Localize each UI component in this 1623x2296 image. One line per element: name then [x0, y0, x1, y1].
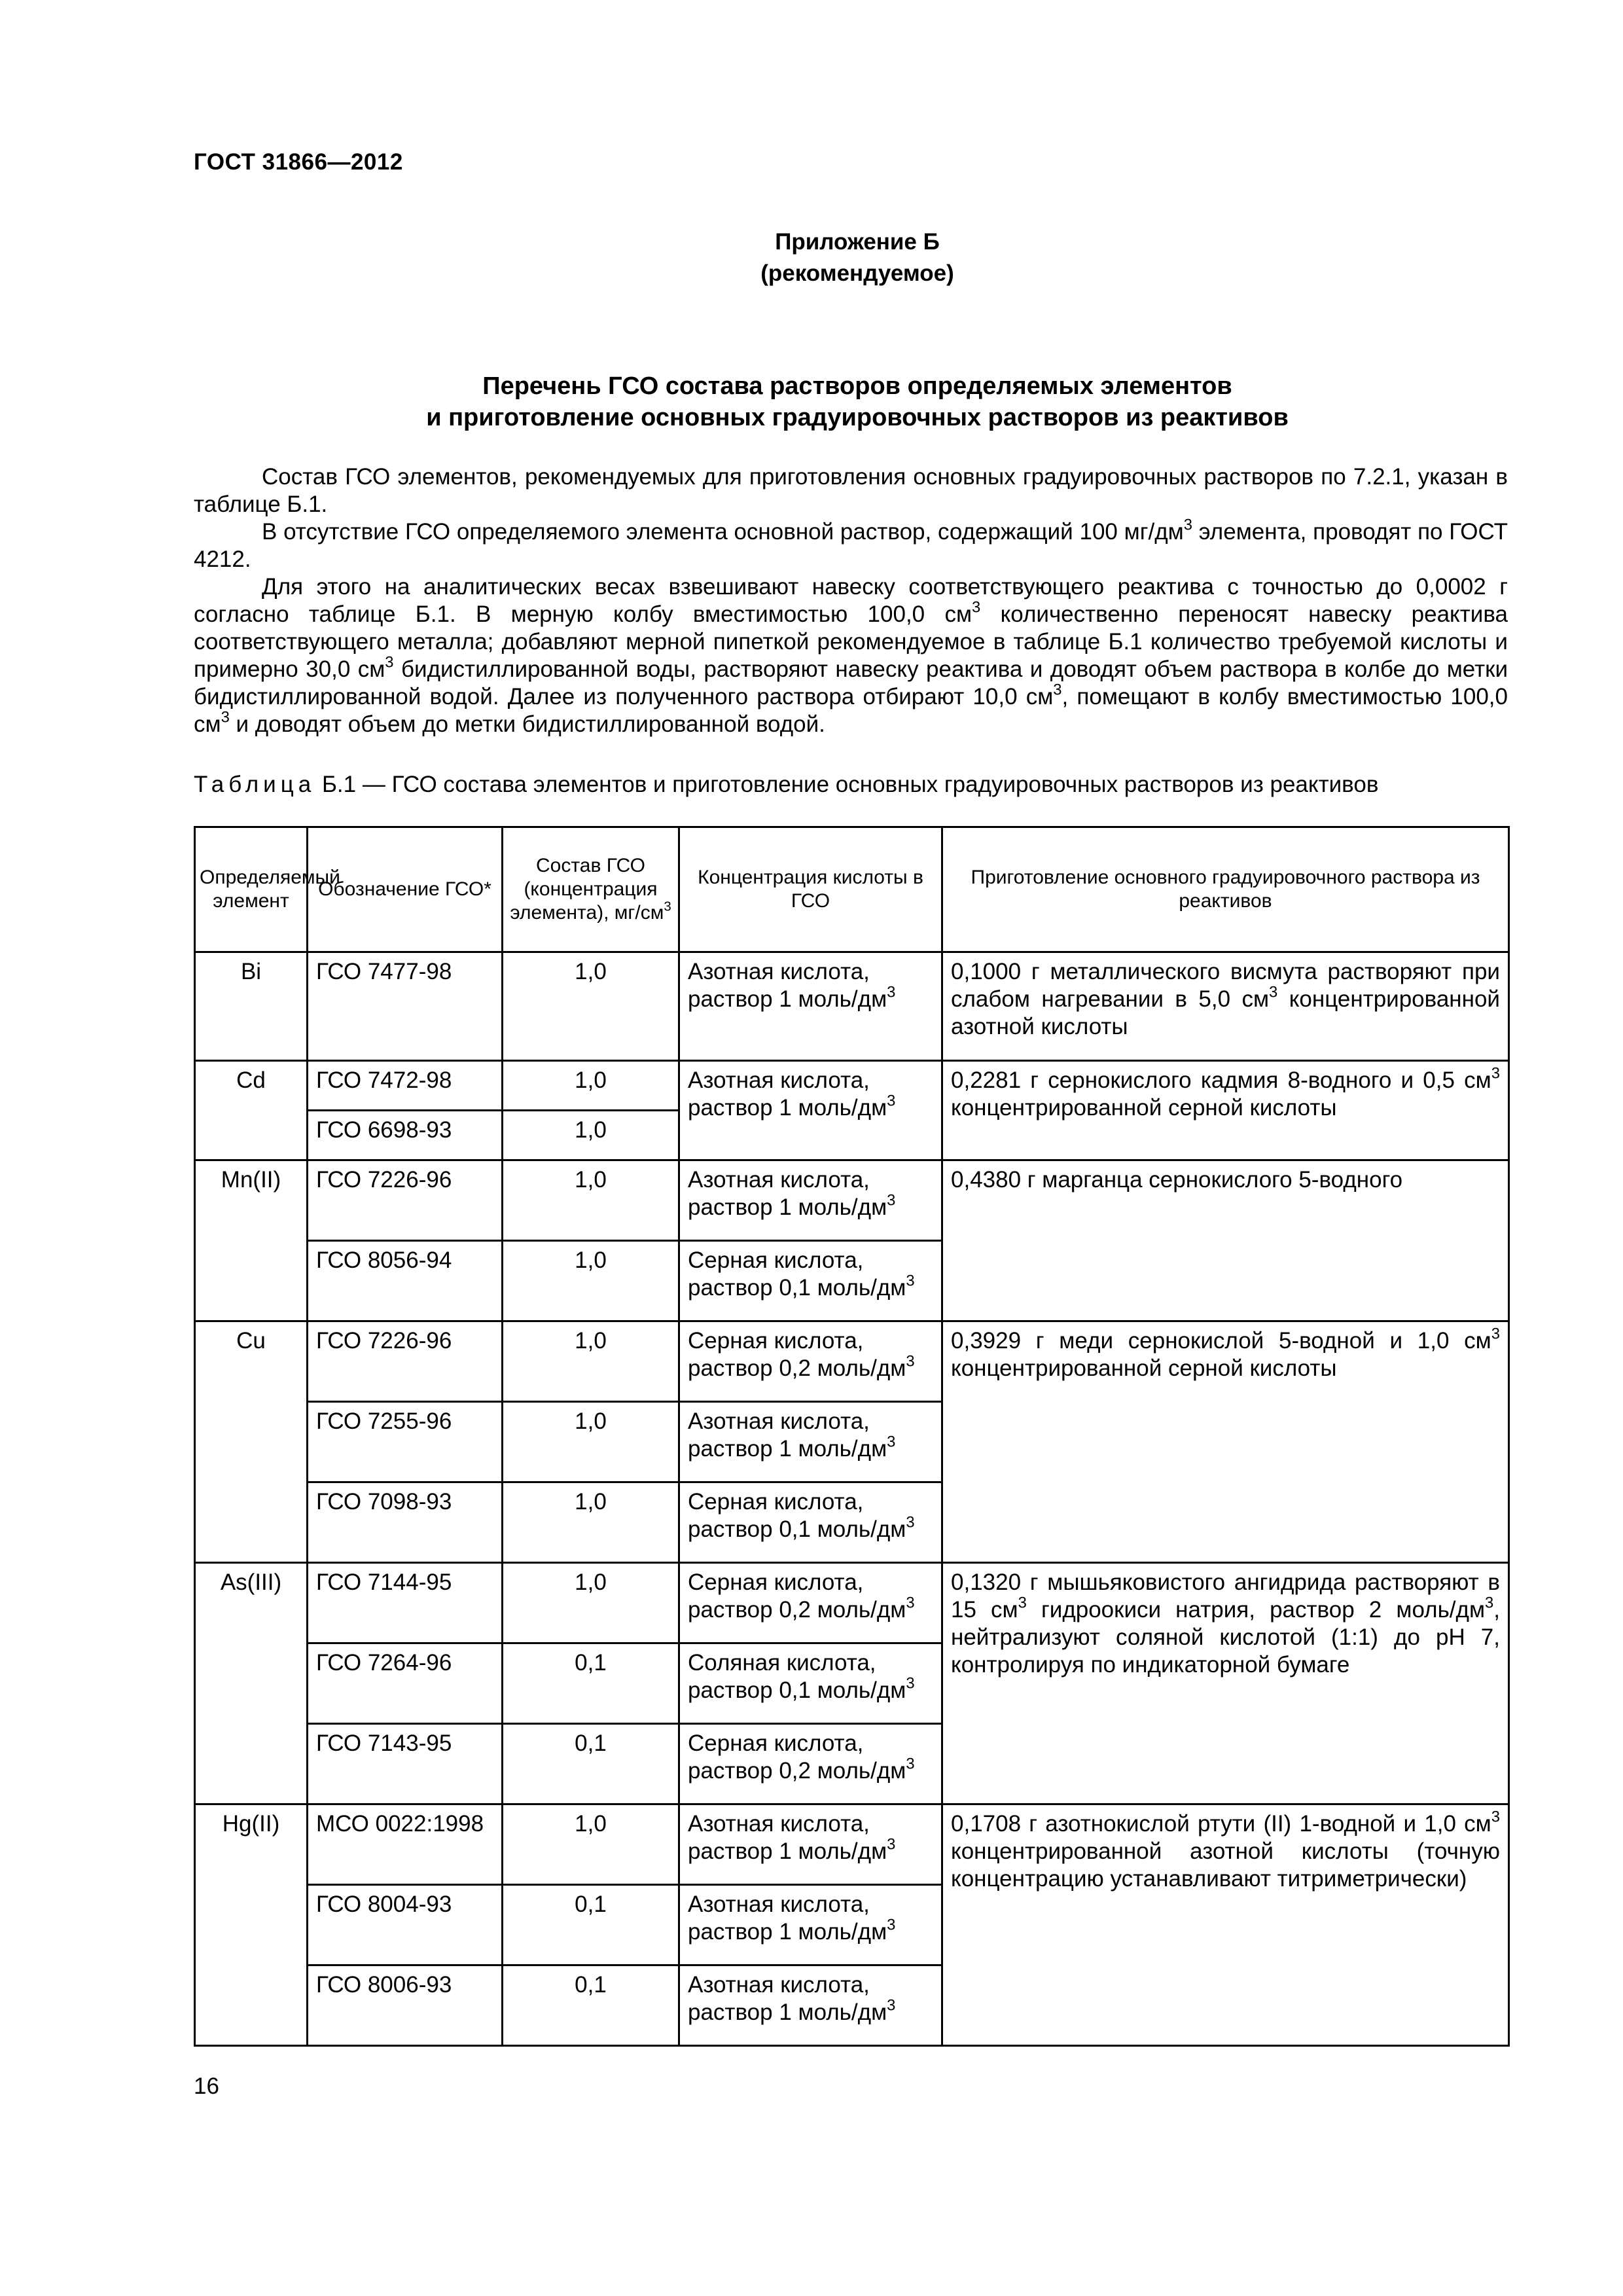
text-run: концентрированной серной кислоты	[951, 1355, 1337, 1381]
text-run: Серная кислота, раствор 0,1 моль/дм	[688, 1247, 906, 1300]
section-title-line-1: Перечень ГСО состава растворов определяемых элементов	[482, 372, 1232, 400]
gso-cell: ГСО 6698-93	[308, 1111, 503, 1160]
text-run: 0,2281 г сернокислого кадмия 8-водного и 0,5 см	[951, 1067, 1491, 1093]
text-run: 0,1320 г мышьяковистого ангидрида растворяют в 15 см	[951, 1570, 1500, 1623]
table-row	[195, 952, 1509, 1061]
text-run: 0,3929 г меди сернокислой 5-водной и 1,0 см	[951, 1328, 1491, 1354]
header-acid: Концентрация кислоты в ГСО	[679, 827, 942, 952]
acid-cell	[679, 1563, 942, 1643]
table-caption	[194, 771, 1378, 798]
text-run: Серная кислота, раствор 0,2 моль/дм	[688, 1328, 906, 1381]
element-cell: Bi	[195, 952, 308, 1061]
text-run: Серная кислота, раствор 0,1 моль/дм	[688, 1489, 906, 1542]
page-number: 16	[194, 2073, 219, 2099]
acid-cell	[679, 1482, 942, 1563]
superscript: 3	[906, 1594, 915, 1612]
acid-cell	[679, 1804, 942, 1885]
table-row	[195, 1804, 1509, 1885]
superscript: 3	[887, 983, 896, 1001]
acid-cell	[679, 1885, 942, 1965]
text-run: концентрированной серной кислоты	[951, 1095, 1337, 1121]
text-run: Азотная кислота, раствор 1 моль/дм	[688, 1167, 887, 1220]
intro-paragraph-2	[194, 518, 1508, 573]
text-run: Азотная кислота, раствор 1 моль/дм	[688, 1067, 887, 1121]
header-composition	[503, 827, 679, 952]
superscript: 3	[1491, 1808, 1500, 1826]
acid-cell	[679, 1724, 942, 1804]
gso-cell: ГСО 7144-95	[308, 1563, 503, 1643]
appendix-title: Приложение Б	[775, 229, 940, 255]
text-run: количественно переносят навеску реактива соответствующего металла; добавляют мерной пипеткой рекомендуемое в таблице Б.1 количество требуемой кислоты и примерно 30,0 см	[194, 601, 1508, 682]
gso-cell: ГСО 7264-96	[308, 1643, 503, 1724]
text-run: гидроокиси натрия, раствор 2 моль/дм	[1026, 1597, 1486, 1623]
text-run: Азотная кислота, раствор 1 моль/дм	[688, 1408, 887, 1462]
conc-cell: 0,1	[503, 1724, 679, 1804]
prep-cell	[942, 1321, 1509, 1563]
gso-cell: ГСО 7472-98	[308, 1061, 503, 1111]
superscript: 3	[887, 1916, 896, 1934]
table-header-row	[195, 827, 1509, 952]
table-row	[195, 1061, 1509, 1111]
superscript: 3	[906, 1352, 915, 1371]
text-run: Состав ГСО (концентрация элемента), мг/см	[510, 855, 664, 924]
conc-cell: 0,1	[503, 1885, 679, 1965]
element-cell: Mn(II)	[195, 1160, 308, 1321]
conc-cell: 1,0	[503, 1563, 679, 1643]
superscript: 3	[1018, 1594, 1027, 1612]
prep-cell	[942, 1804, 1509, 2046]
table-row	[195, 1321, 1509, 1402]
gso-cell: ГСО 8006-93	[308, 1965, 503, 2046]
acid-cell	[679, 1402, 942, 1482]
acid-cell	[679, 952, 942, 1061]
superscript: 3	[906, 1674, 915, 1693]
gso-cell: ГСО 7477-98	[308, 952, 503, 1061]
table-row	[195, 1563, 1509, 1643]
prep-cell	[942, 952, 1509, 1061]
gso-cell: ГСО 8056-94	[308, 1241, 503, 1321]
intro-paragraph-3	[194, 573, 1508, 738]
table-caption-label: Таблица	[194, 772, 316, 797]
prep-cell	[942, 1563, 1509, 1804]
text-run: В отсутствие ГСО определяемого элемента основной раствор, содержащий 100 мг/дм	[262, 519, 1184, 545]
text-run: элемента, проводят по ГОСТ 4212.	[194, 519, 1508, 572]
conc-cell: 1,0	[503, 1804, 679, 1885]
superscript: 3	[906, 1272, 915, 1290]
superscript: 3	[664, 899, 671, 914]
header-gso: Обозначение ГСО*	[308, 827, 503, 952]
superscript: 3	[1491, 1325, 1500, 1343]
text-run: бидистиллированной воды, растворяют навеску реактива и доводят объем раствора в колбе до метки бидистиллированной водой. Далее из полученного раствора отбирают 10,0 см	[194, 656, 1508, 709]
text-run: , помещают в колбу вместимостью 100,0 см	[194, 684, 1508, 737]
gso-cell: ГСО 7226-96	[308, 1160, 503, 1241]
gso-table	[194, 826, 1510, 2047]
text-run: концентрированной азотной кислоты (точную концентрацию устанавливают титриметрически)	[951, 1839, 1500, 1892]
text-run: и доводят объем до метки бидистиллированной водой.	[229, 711, 825, 737]
superscript: 3	[972, 598, 981, 617]
conc-cell: 1,0	[503, 1061, 679, 1111]
conc-cell: 1,0	[503, 1482, 679, 1563]
text-run: Для этого на аналитических весах взвешивают навеску соответствующего реактива с точностью до 0,0002 г согласно таблице Б.1. В мерную колбу вместимостью 100,0 см	[194, 574, 1508, 627]
table-caption-text: Б.1 — ГСО состава элементов и приготовление основных градуировочных растворов из реактивов	[315, 772, 1379, 797]
text-run: , нейтрализуют соляной кислотой (1:1) до pH 7, контролируя по индикаторной бумаге	[951, 1597, 1500, 1677]
gso-cell: ГСО 7255-96	[308, 1402, 503, 1482]
document-code: ГОСТ 31866—2012	[194, 149, 403, 175]
acid-cell	[679, 1160, 942, 1241]
table-row	[195, 1160, 1509, 1241]
superscript: 3	[1491, 1064, 1500, 1083]
text-run: Серная кислота, раствор 0,2 моль/дм	[688, 1570, 906, 1623]
acid-cell	[679, 1965, 942, 2046]
text-run: Азотная кислота, раствор 1 моль/дм	[688, 1811, 887, 1864]
superscript: 3	[1269, 983, 1278, 1001]
intro-paragraph-1: Состав ГСО элементов, рекомендуемых для приготовления основных градуировочных растворов по 7.2.1, указан в таблице Б.1.	[194, 464, 1508, 517]
superscript: 3	[887, 1092, 896, 1110]
conc-cell: 1,0	[503, 1321, 679, 1402]
conc-cell: 1,0	[503, 1402, 679, 1482]
conc-cell: 1,0	[503, 1111, 679, 1160]
prep-cell: 0,4380 г марганца сернокислого 5-водного	[942, 1160, 1509, 1321]
conc-cell: 0,1	[503, 1643, 679, 1724]
text-run: Серная кислота, раствор 0,2 моль/дм	[688, 1731, 906, 1784]
acid-cell	[679, 1241, 942, 1321]
section-title-line-2: и приготовление основных градуировочных растворов из реактивов	[426, 404, 1289, 431]
acid-cell	[679, 1643, 942, 1724]
header-element: Определяемый элемент	[195, 827, 308, 952]
superscript: 3	[221, 708, 230, 726]
conc-cell: 1,0	[503, 1241, 679, 1321]
superscript: 3	[1485, 1594, 1494, 1612]
text-run: 0,1708 г азотнокислой ртути (II) 1-водной и 1,0 см	[951, 1811, 1491, 1837]
superscript: 3	[887, 1433, 896, 1451]
text-run: 0,1000 г металлического висмута растворяют при слабом нагревании в 5,0 см	[951, 959, 1500, 1012]
element-cell: As(III)	[195, 1563, 308, 1804]
text-run: Соляная кислота, раствор 0,1 моль/дм	[688, 1650, 906, 1703]
intro-text	[194, 463, 1508, 738]
element-cell: Hg(II)	[195, 1804, 308, 2046]
superscript: 3	[887, 1191, 896, 1210]
text-run: Азотная кислота, раствор 1 моль/дм	[688, 959, 887, 1012]
prep-cell	[942, 1061, 1509, 1160]
superscript: 3	[906, 1513, 915, 1532]
conc-cell: 0,1	[503, 1965, 679, 2046]
acid-cell	[679, 1321, 942, 1402]
superscript: 3	[1053, 681, 1062, 699]
gso-cell: ГСО 7226-96	[308, 1321, 503, 1402]
acid-cell	[679, 1061, 942, 1160]
text-run: концентрированной азотной кислоты	[951, 986, 1500, 1039]
gso-cell: МСО 0022:1998	[308, 1804, 503, 1885]
gso-cell: ГСО 7098-93	[308, 1482, 503, 1563]
gso-cell: ГСО 8004-93	[308, 1885, 503, 1965]
superscript: 3	[385, 653, 394, 672]
header-preparation: Приготовление основного градуировочного раствора из реактивов	[942, 827, 1509, 952]
text-run: Азотная кислота, раствор 1 моль/дм	[688, 1972, 887, 2025]
element-cell: Cd	[195, 1061, 308, 1160]
text-run: Азотная кислота, раствор 1 моль/дм	[688, 1892, 887, 1945]
gso-cell: ГСО 7143-95	[308, 1724, 503, 1804]
superscript: 3	[906, 1755, 915, 1773]
appendix-type: (рекомендуемое)	[760, 260, 954, 286]
superscript: 3	[887, 1996, 896, 2015]
conc-cell: 1,0	[503, 952, 679, 1061]
element-cell: Cu	[195, 1321, 308, 1563]
section-title	[0, 370, 1623, 433]
superscript: 3	[887, 1835, 896, 1854]
conc-cell: 1,0	[503, 1160, 679, 1241]
superscript: 3	[1183, 516, 1192, 534]
